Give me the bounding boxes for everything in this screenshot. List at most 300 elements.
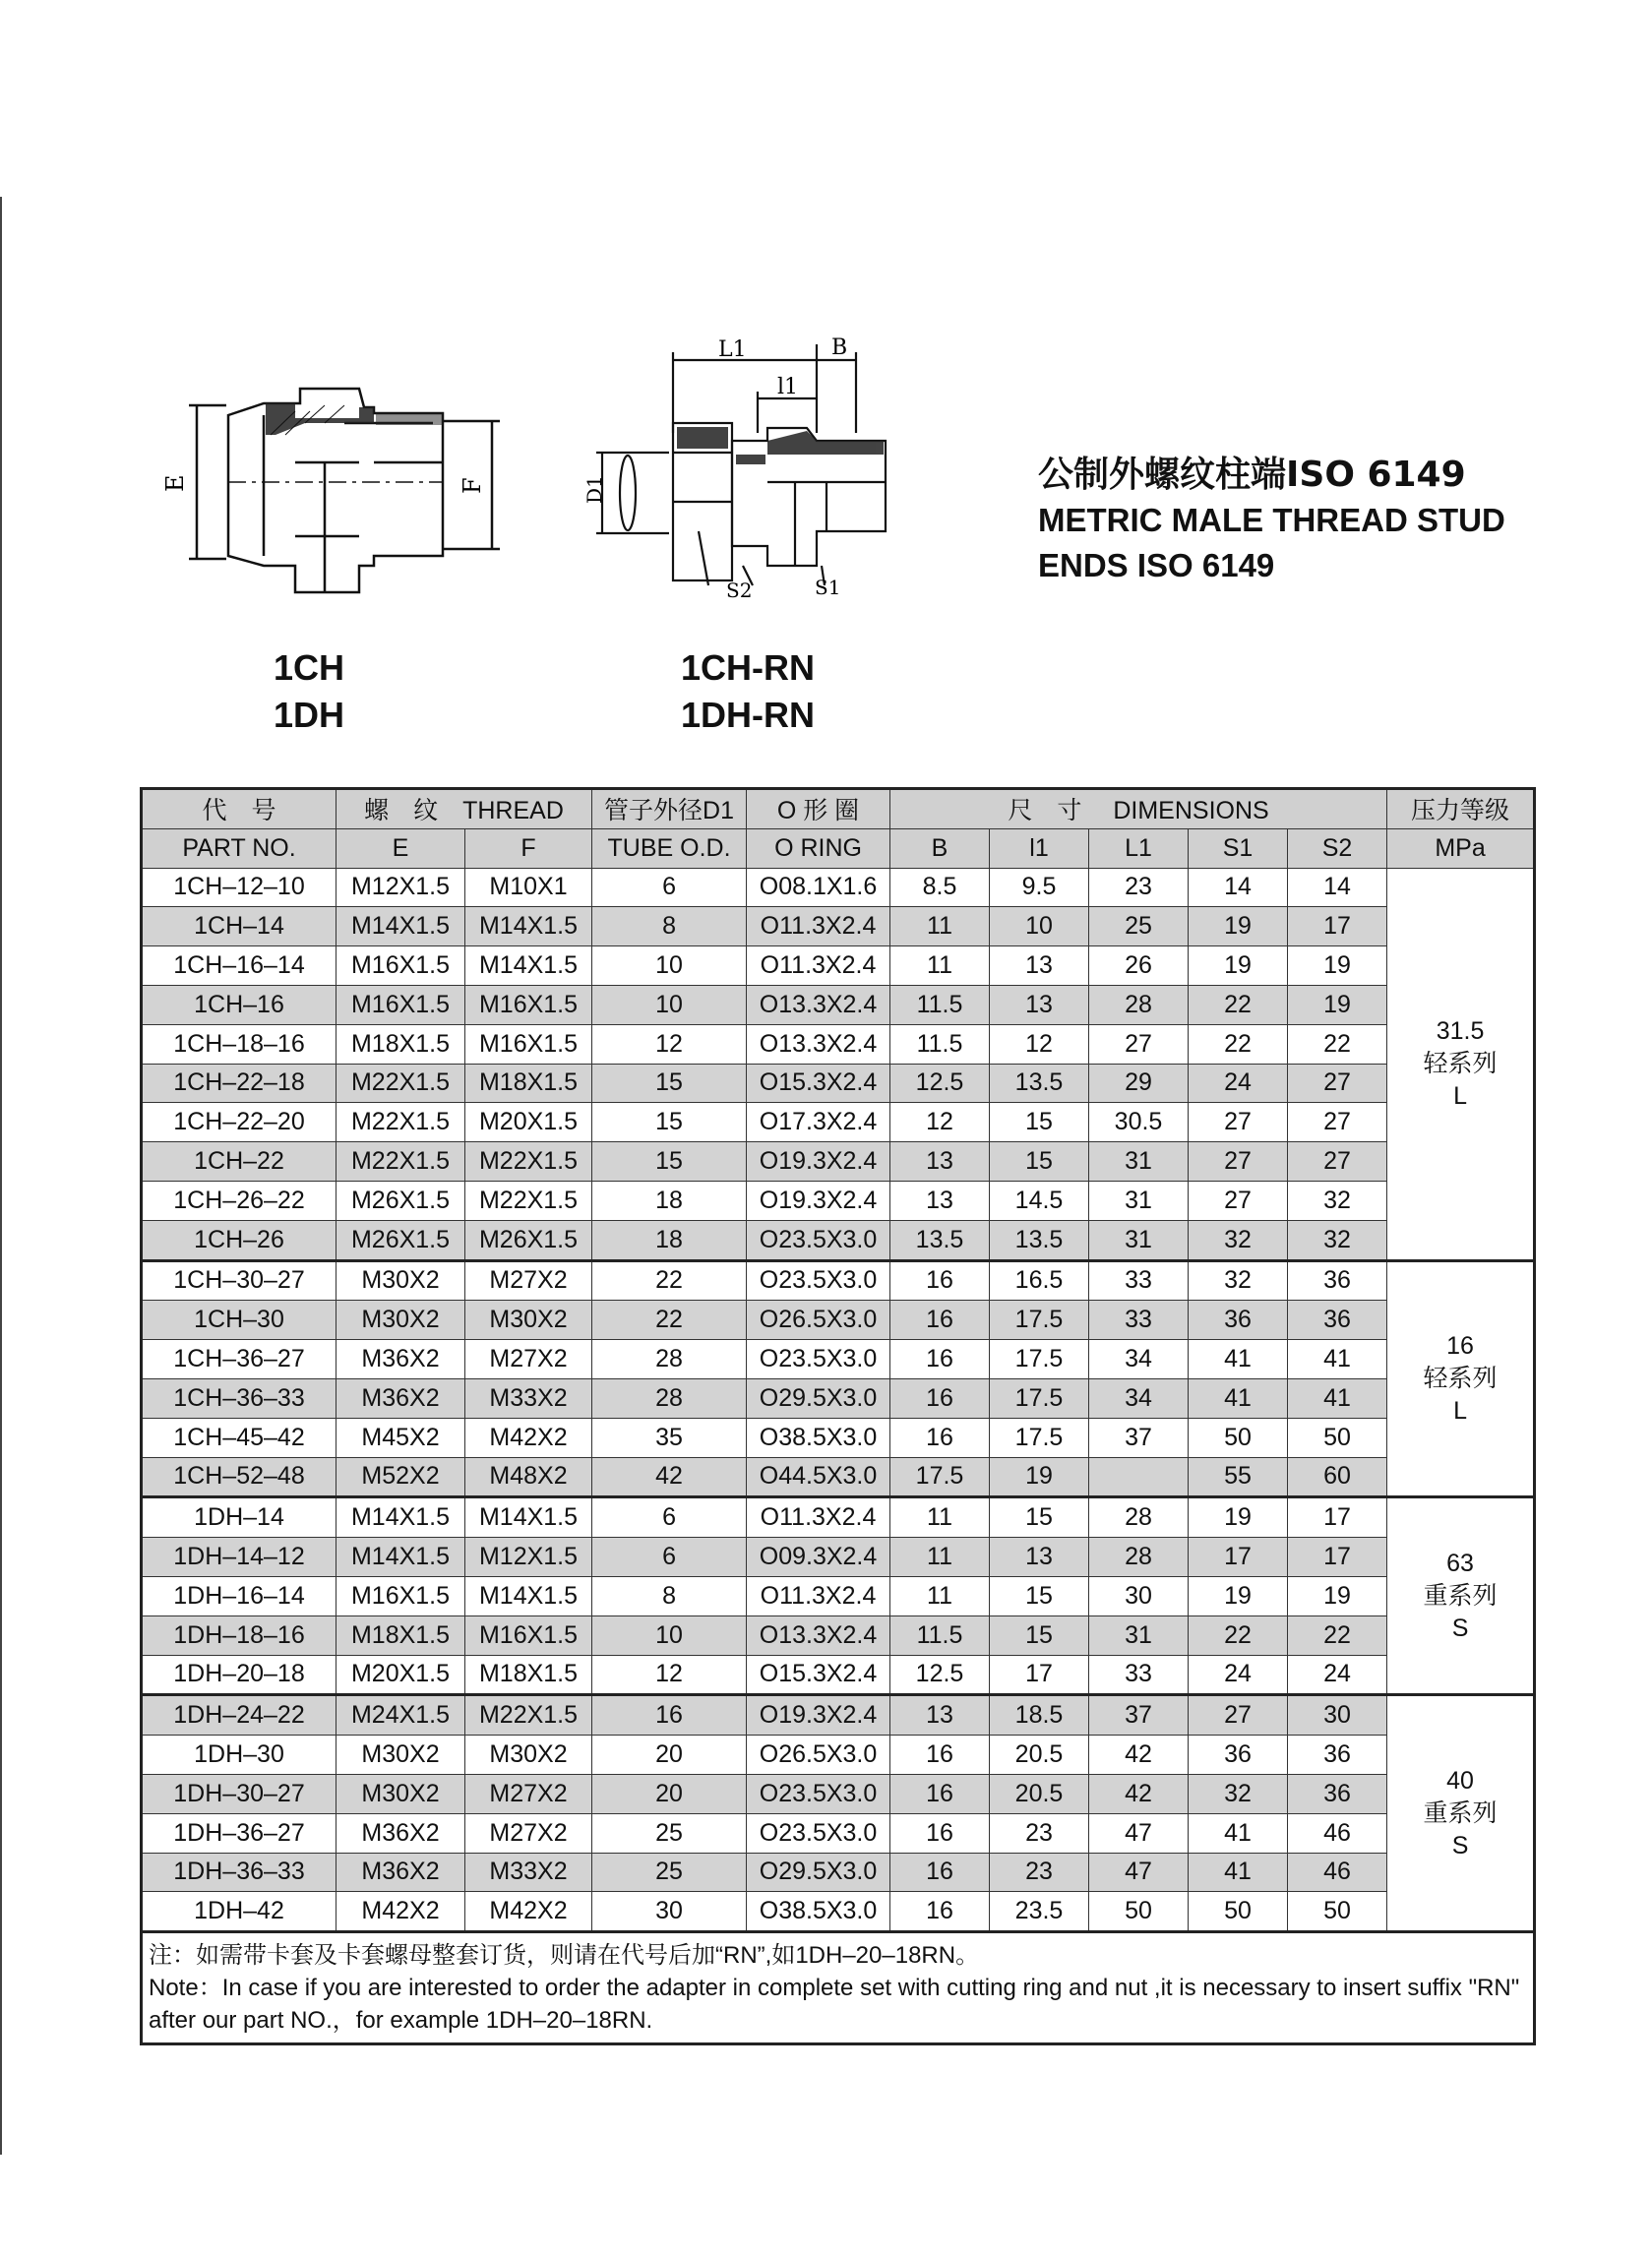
table-cell: 24	[1189, 1064, 1288, 1103]
table-cell: 16.5	[990, 1260, 1089, 1301]
table-cell: 16	[890, 1853, 990, 1892]
table-cell: 13	[990, 1538, 1089, 1577]
table-cell: 46	[1288, 1853, 1387, 1892]
table-cell: M22X1.5	[337, 1103, 465, 1142]
table-cell: 1CH–14	[142, 907, 337, 946]
table-cell: 19	[1189, 1497, 1288, 1538]
table-cell: 17	[1288, 1497, 1387, 1538]
table-cell: 12	[592, 1024, 747, 1064]
table-cell: 31	[1089, 1181, 1189, 1220]
table-cell: 17.5	[990, 1340, 1089, 1379]
table-cell: M20X1.5	[465, 1103, 592, 1142]
table-cell: 1CH–36–33	[142, 1378, 337, 1418]
table-cell: 47	[1089, 1813, 1189, 1853]
table-cell: 14	[1288, 868, 1387, 907]
table-cell: 6	[592, 1538, 747, 1577]
table-cell: O23.5X3.0	[747, 1340, 890, 1379]
pressure-series-cn: 轻系列	[1423, 1049, 1498, 1077]
table-cell: M16X1.5	[337, 1576, 465, 1615]
table-cell: 28	[592, 1378, 747, 1418]
table-cell: 1CH–26–22	[142, 1181, 337, 1220]
table-cell: M12X1.5	[465, 1538, 592, 1577]
table-cell: M16X1.5	[465, 985, 592, 1024]
table-cell: 25	[1089, 907, 1189, 946]
table-cell: M30X2	[465, 1301, 592, 1340]
table-cell: 1DH–14–12	[142, 1538, 337, 1577]
header-part-en: PART NO.	[142, 828, 337, 868]
table-cell: 20.5	[990, 1736, 1089, 1775]
table-cell: 19	[1189, 907, 1288, 946]
pressure-pressure: 63	[1446, 1549, 1474, 1577]
table-row	[142, 1064, 1535, 1103]
table-cell: 28	[1089, 1497, 1189, 1538]
header-E: E	[337, 828, 465, 868]
table-cell: O29.5X3.0	[747, 1378, 890, 1418]
table-cell: 36	[1189, 1736, 1288, 1775]
table-cell: 13	[890, 1181, 990, 1220]
table-cell: 16	[890, 1260, 990, 1301]
table-cell: M20X1.5	[337, 1655, 465, 1695]
table-cell: 42	[1089, 1736, 1189, 1775]
table-cell: 16	[890, 1813, 990, 1853]
header-part-cn: 代 号	[142, 789, 337, 829]
table-cell: M16X1.5	[465, 1024, 592, 1064]
table-cell: M18X1.5	[465, 1655, 592, 1695]
table-cell: 15	[592, 1103, 747, 1142]
table-cell: M30X2	[465, 1736, 592, 1775]
table-cell: 27	[1288, 1103, 1387, 1142]
table-cell: 28	[1089, 1538, 1189, 1577]
table-cell: M24X1.5	[337, 1695, 465, 1736]
table-cell: 24	[1189, 1655, 1288, 1695]
note-cell	[142, 1932, 1535, 2044]
table-cell: 1DH–36–27	[142, 1813, 337, 1853]
table-cell: 6	[592, 1497, 747, 1538]
pressure-series-code: S	[1451, 1614, 1469, 1642]
pressure-series-cn: 轻系列	[1423, 1364, 1498, 1392]
table-row	[142, 1576, 1535, 1615]
table-cell: M52X2	[337, 1457, 465, 1497]
table-cell: M10X1	[465, 868, 592, 907]
note-row	[142, 1932, 1535, 2044]
table-cell: 19	[1288, 985, 1387, 1024]
table-cell: M14X1.5	[465, 946, 592, 986]
table-cell: M30X2	[337, 1774, 465, 1813]
table-cell: 16	[890, 1301, 990, 1340]
table-cell: 28	[1089, 985, 1189, 1024]
table-cell: 32	[1189, 1220, 1288, 1260]
table-cell: 17.5	[990, 1418, 1089, 1457]
table-cell: M27X2	[465, 1813, 592, 1853]
table-cell: 15	[990, 1497, 1089, 1538]
table-cell: 8	[592, 1576, 747, 1615]
table-cell: 15	[990, 1615, 1089, 1655]
table-row	[142, 1736, 1535, 1775]
table-cell: 33	[1089, 1301, 1189, 1340]
table-cell: 1CH–16	[142, 985, 337, 1024]
table-cell: M36X2	[337, 1813, 465, 1853]
table-cell: 8.5	[890, 868, 990, 907]
table-cell: M14X1.5	[337, 907, 465, 946]
table-cell: 18.5	[990, 1695, 1089, 1736]
model-label-right	[681, 644, 815, 739]
header-F: F	[465, 828, 592, 868]
table-cell: M16X1.5	[337, 946, 465, 986]
table-cell: O19.3X2.4	[747, 1142, 890, 1182]
table-cell: 46	[1288, 1813, 1387, 1853]
table-cell: 47	[1089, 1853, 1189, 1892]
table-cell: 16	[890, 1892, 990, 1932]
table-cell: 10	[592, 985, 747, 1024]
table-row	[142, 1220, 1535, 1260]
table-cell: 1CH–22–20	[142, 1103, 337, 1142]
table-cell: 10	[592, 946, 747, 986]
table-cell: 16	[890, 1736, 990, 1775]
table-cell: 19	[990, 1457, 1089, 1497]
table-cell: 27	[1189, 1181, 1288, 1220]
pressure-class-cell	[1387, 1695, 1535, 1932]
table-cell: 41	[1189, 1813, 1288, 1853]
table-cell: 30.5	[1089, 1103, 1189, 1142]
model-1dh-rn: 1DH-RN	[681, 695, 816, 735]
table-cell: 22	[1189, 1024, 1288, 1064]
table-cell: 15	[592, 1064, 747, 1103]
header-oring-cn: O 形 圈	[747, 789, 890, 829]
table-cell: 11	[890, 1497, 990, 1538]
table-row	[142, 1418, 1535, 1457]
header-mpa: MPa	[1387, 828, 1535, 868]
table-row	[142, 1655, 1535, 1695]
table-row	[142, 1340, 1535, 1379]
table-cell: 27	[1288, 1064, 1387, 1103]
table-cell: 11	[890, 907, 990, 946]
table-row	[142, 1774, 1535, 1813]
table-row	[142, 946, 1535, 986]
table-cell: 16	[890, 1774, 990, 1813]
table-cell: 42	[1089, 1774, 1189, 1813]
table-cell: 22	[1189, 1615, 1288, 1655]
header-row-1	[142, 789, 1535, 829]
label-F: F	[459, 477, 486, 494]
table-cell: O13.3X2.4	[747, 1024, 890, 1064]
table-cell: 16	[592, 1695, 747, 1736]
title-en-line2: ENDS ISO 6149	[1038, 547, 1275, 583]
table-cell: 15	[592, 1142, 747, 1182]
table-cell: O09.3X2.4	[747, 1538, 890, 1577]
label-E: E	[161, 474, 189, 492]
note-cn: 注：如需带卡套及卡套螺母整套订货，则请在代号后加“RN”,如1DH–20–18RN。	[149, 1942, 980, 1970]
table-cell: O11.3X2.4	[747, 946, 890, 986]
table-cell: O13.3X2.4	[747, 985, 890, 1024]
table-cell: O17.3X2.4	[747, 1103, 890, 1142]
table-cell: 41	[1288, 1378, 1387, 1418]
table-cell: O23.5X3.0	[747, 1220, 890, 1260]
header-S2: S2	[1288, 828, 1387, 868]
table-cell: 11	[890, 1576, 990, 1615]
table-cell: 11.5	[890, 1024, 990, 1064]
table-cell: 12	[890, 1103, 990, 1142]
table-cell: 13.5	[890, 1220, 990, 1260]
drawing-1ch-1dh	[148, 364, 521, 659]
model-1dh: 1DH	[274, 695, 345, 735]
label-S2: S2	[726, 579, 753, 602]
table-cell: 1CH–36–27	[142, 1340, 337, 1379]
table-cell: 1CH–12–10	[142, 868, 337, 907]
table-cell: 27	[1089, 1024, 1189, 1064]
pressure-series-code: L	[1453, 1081, 1468, 1110]
table-cell: 1CH–18–16	[142, 1024, 337, 1064]
table-cell: 17	[1288, 907, 1387, 946]
table-cell: O13.3X2.4	[747, 1615, 890, 1655]
table-cell: O23.5X3.0	[747, 1813, 890, 1853]
table-cell: 25	[592, 1813, 747, 1853]
table-cell: 1DH–42	[142, 1892, 337, 1932]
table-cell: M16X1.5	[465, 1615, 592, 1655]
table-cell: 20	[592, 1736, 747, 1775]
table-cell: 28	[592, 1340, 747, 1379]
table-cell: 13	[890, 1695, 990, 1736]
table-cell: 41	[1189, 1340, 1288, 1379]
header-dimensions: 尺 寸 DIMENSIONS	[890, 789, 1387, 829]
table-cell: M30X2	[337, 1736, 465, 1775]
table-cell: M36X2	[337, 1853, 465, 1892]
table-row	[142, 985, 1535, 1024]
pressure-series-cn: 重系列	[1423, 1581, 1498, 1610]
table-cell: O19.3X2.4	[747, 1695, 890, 1736]
table-cell: 23	[990, 1853, 1089, 1892]
table-cell: M42X2	[465, 1892, 592, 1932]
table-cell: 11.5	[890, 985, 990, 1024]
pressure-class-cell	[1387, 868, 1535, 1260]
table-row	[142, 868, 1535, 907]
table-cell: O08.1X1.6	[747, 868, 890, 907]
table-cell: 41	[1288, 1340, 1387, 1379]
table-cell: M14X1.5	[465, 907, 592, 946]
table-cell: 13.5	[990, 1220, 1089, 1260]
label-l1: l1	[777, 375, 799, 399]
table-cell: 36	[1288, 1260, 1387, 1301]
table-row	[142, 1457, 1535, 1497]
table-cell: O11.3X2.4	[747, 907, 890, 946]
table-cell: 22	[592, 1301, 747, 1340]
table-cell: 17.5	[890, 1457, 990, 1497]
table-row	[142, 1538, 1535, 1577]
table-cell: O15.3X2.4	[747, 1655, 890, 1695]
table-cell: M42X2	[337, 1892, 465, 1932]
header-tube-cn: 管子外径D1	[592, 789, 747, 829]
pressure-pressure: 40	[1446, 1766, 1474, 1795]
table-cell: O44.5X3.0	[747, 1457, 890, 1497]
model-label-left	[274, 644, 344, 739]
table-cell: M14X1.5	[337, 1497, 465, 1538]
table-cell: 9.5	[990, 868, 1089, 907]
table-cell: 29	[1089, 1064, 1189, 1103]
table-cell: 1CH–16–14	[142, 946, 337, 986]
table-cell: 22	[1189, 985, 1288, 1024]
table-row	[142, 1142, 1535, 1182]
spec-table-body	[142, 868, 1535, 1932]
table-cell: 30	[592, 1892, 747, 1932]
table-cell: 23	[990, 1813, 1089, 1853]
table-cell: M27X2	[465, 1774, 592, 1813]
table-cell	[1089, 1457, 1189, 1497]
pressure-pressure: 31.5	[1436, 1016, 1485, 1045]
table-cell: 25	[592, 1853, 747, 1892]
table-cell: O23.5X3.0	[747, 1774, 890, 1813]
drawing-1ch-rn-1dh-rn	[571, 325, 905, 620]
spec-table	[140, 787, 1536, 2045]
table-cell: M33X2	[465, 1853, 592, 1892]
table-cell: M36X2	[337, 1340, 465, 1379]
table-cell: 11.5	[890, 1615, 990, 1655]
table-cell: 22	[592, 1260, 747, 1301]
table-cell: 1DH–20–18	[142, 1655, 337, 1695]
table-cell: 37	[1089, 1418, 1189, 1457]
model-1ch: 1CH	[274, 647, 345, 688]
table-cell: 23.5	[990, 1892, 1089, 1932]
table-cell: M33X2	[465, 1378, 592, 1418]
header-l1: l1	[990, 828, 1089, 868]
table-cell: 19	[1189, 946, 1288, 986]
label-D1: D1	[582, 475, 606, 504]
table-cell: 1DH–36–33	[142, 1853, 337, 1892]
table-cell: M18X1.5	[465, 1064, 592, 1103]
note-en: Note：In case if you are interested to order the adapter in complete set with cutting ring and nut ,it is necessary to insert suffix "RN" after our part NO.，for example 1DH–20–18RN.	[149, 1975, 1520, 2035]
table-cell: 13	[890, 1142, 990, 1182]
table-cell: 11	[890, 946, 990, 986]
table-cell: 19	[1288, 946, 1387, 986]
table-cell: 34	[1089, 1378, 1189, 1418]
table-cell: 10	[990, 907, 1089, 946]
pressure-class-cell	[1387, 1497, 1535, 1695]
table-cell: 12.5	[890, 1655, 990, 1695]
table-cell: O26.5X3.0	[747, 1301, 890, 1340]
table-cell: 22	[1288, 1024, 1387, 1064]
table-cell: 26	[1089, 946, 1189, 986]
pressure-class-cell	[1387, 1260, 1535, 1497]
table-cell: 31	[1089, 1220, 1189, 1260]
table-cell: 16	[890, 1378, 990, 1418]
table-cell: M36X2	[337, 1378, 465, 1418]
table-cell: M42X2	[465, 1418, 592, 1457]
table-row	[142, 1301, 1535, 1340]
table-row	[142, 1260, 1535, 1301]
table-cell: 1DH–18–16	[142, 1615, 337, 1655]
table-cell: 20.5	[990, 1774, 1089, 1813]
label-L1: L1	[718, 337, 747, 362]
table-cell: O11.3X2.4	[747, 1497, 890, 1538]
table-cell: 17	[990, 1655, 1089, 1695]
table-cell: 30	[1089, 1576, 1189, 1615]
table-cell: 1CH–45–42	[142, 1418, 337, 1457]
table-cell: 22	[1288, 1615, 1387, 1655]
table-cell: 27	[1189, 1103, 1288, 1142]
table-cell: O15.3X2.4	[747, 1064, 890, 1103]
table-row	[142, 1378, 1535, 1418]
table-cell: 1CH–22	[142, 1142, 337, 1182]
table-cell: M22X1.5	[465, 1142, 592, 1182]
table-cell: M14X1.5	[465, 1576, 592, 1615]
table-cell: 1CH–26	[142, 1220, 337, 1260]
table-cell: 12.5	[890, 1064, 990, 1103]
table-cell: 12	[990, 1024, 1089, 1064]
model-1ch-rn: 1CH-RN	[681, 647, 816, 688]
table-cell: 12	[592, 1655, 747, 1695]
table-cell: 15	[990, 1576, 1089, 1615]
table-cell: 42	[592, 1457, 747, 1497]
table-cell: 16	[890, 1340, 990, 1379]
table-row	[142, 1497, 1535, 1538]
table-cell: M30X2	[337, 1301, 465, 1340]
header-thread: 螺 纹 THREAD	[337, 789, 592, 829]
table-cell: 15	[990, 1103, 1089, 1142]
header-S1: S1	[1189, 828, 1288, 868]
table-cell: 14.5	[990, 1181, 1089, 1220]
table-cell: 27	[1189, 1142, 1288, 1182]
table-cell: 30	[1288, 1695, 1387, 1736]
table-cell: 13	[990, 946, 1089, 986]
table-cell: 1DH–24–22	[142, 1695, 337, 1736]
table-cell: O38.5X3.0	[747, 1418, 890, 1457]
table-cell: O38.5X3.0	[747, 1892, 890, 1932]
table-cell: M26X1.5	[465, 1220, 592, 1260]
table-cell: 32	[1189, 1774, 1288, 1813]
table-row	[142, 1103, 1535, 1142]
table-row	[142, 1853, 1535, 1892]
table-cell: 33	[1089, 1655, 1189, 1695]
table-cell: 60	[1288, 1457, 1387, 1497]
table-row	[142, 1813, 1535, 1853]
table-cell: 55	[1189, 1457, 1288, 1497]
table-cell: M14X1.5	[337, 1538, 465, 1577]
table-cell: M22X1.5	[337, 1142, 465, 1182]
table-cell: 27	[1189, 1695, 1288, 1736]
table-cell: 32	[1189, 1260, 1288, 1301]
title-block	[1038, 453, 1505, 588]
table-cell: 1CH–22–18	[142, 1064, 337, 1103]
table-cell: 50	[1189, 1892, 1288, 1932]
table-cell: 36	[1189, 1301, 1288, 1340]
table-cell: M45X2	[337, 1418, 465, 1457]
table-cell: 33	[1089, 1260, 1189, 1301]
header-oring-en: O RING	[747, 828, 890, 868]
table-cell: M14X1.5	[465, 1497, 592, 1538]
table-cell: 1CH–30–27	[142, 1260, 337, 1301]
table-cell: M18X1.5	[337, 1024, 465, 1064]
table-cell: 13.5	[990, 1064, 1089, 1103]
table-cell: 1DH–14	[142, 1497, 337, 1538]
table-cell: 17	[1288, 1538, 1387, 1577]
table-cell: 1DH–30	[142, 1736, 337, 1775]
table-cell: 34	[1089, 1340, 1189, 1379]
table-cell: O26.5X3.0	[747, 1736, 890, 1775]
table-cell: 18	[592, 1220, 747, 1260]
table-row	[142, 1615, 1535, 1655]
table-cell: 36	[1288, 1774, 1387, 1813]
table-cell: 1DH–30–27	[142, 1774, 337, 1813]
table-cell: 32	[1288, 1220, 1387, 1260]
header-B: B	[890, 828, 990, 868]
table-cell: M27X2	[465, 1260, 592, 1301]
table-cell: 14	[1189, 868, 1288, 907]
table-cell: 6	[592, 868, 747, 907]
table-cell: 31	[1089, 1142, 1189, 1182]
title-cn: 公制外螺纹柱端ISO 6149	[1038, 455, 1466, 495]
table-cell: 17.5	[990, 1378, 1089, 1418]
table-cell: 13	[990, 985, 1089, 1024]
table-cell: M30X2	[337, 1260, 465, 1301]
table-cell: M26X1.5	[337, 1220, 465, 1260]
